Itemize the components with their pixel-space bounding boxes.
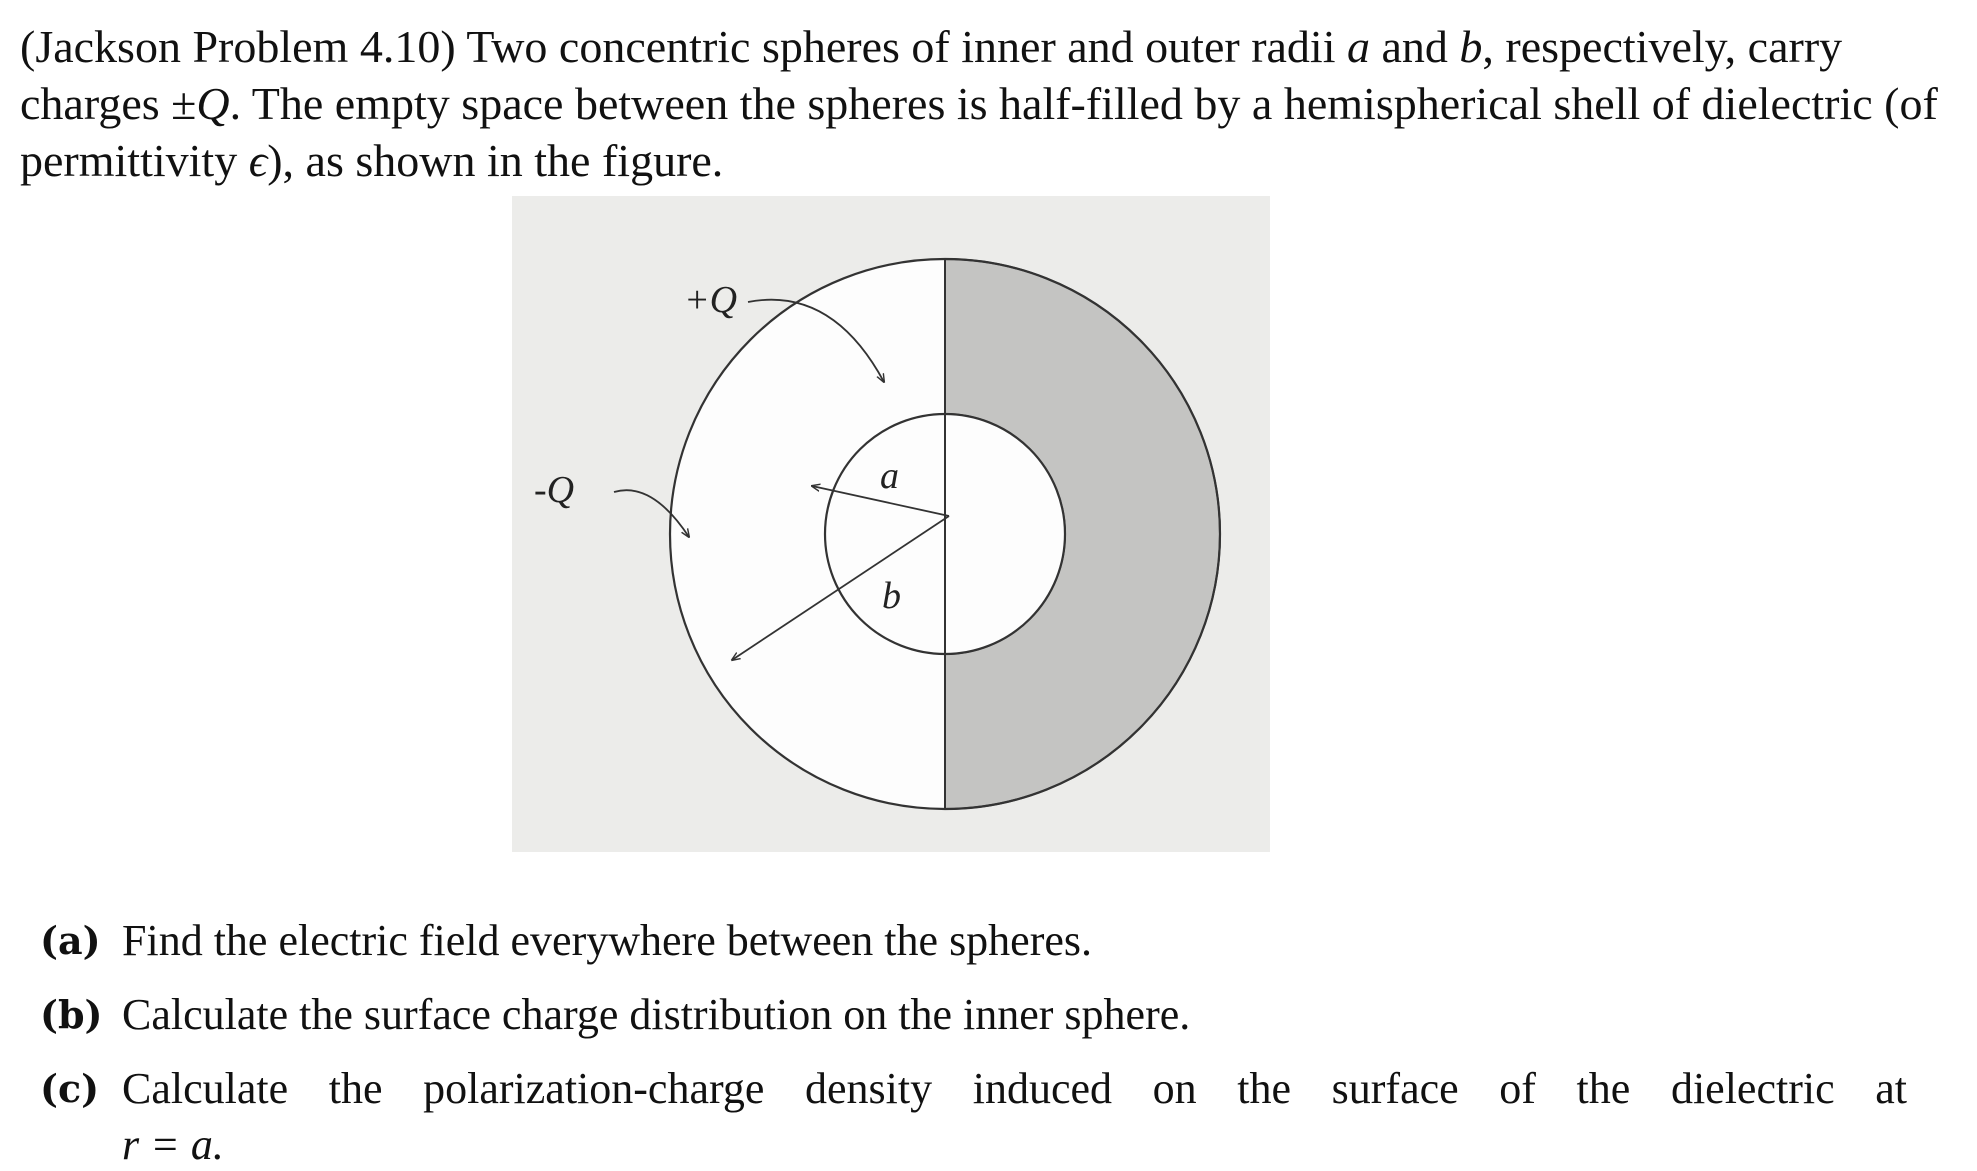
intro-text-4: . The empty space between the spheres is half-filled by a hemispherical shell of dielectric (of permittivity: [20, 78, 1938, 186]
part-c-continuation: r = a.: [122, 1120, 224, 1169]
intro-text-2: and: [1370, 21, 1460, 72]
figure-drawing: [512, 196, 1270, 852]
part-b-text: Calculate the surface charge distribution on the inner sphere.: [122, 990, 1191, 1039]
part-a-text: Find the electric field everywhere between the spheres.: [122, 916, 1093, 965]
problem-statement: [20, 18, 1950, 189]
radius-a-label: a: [880, 455, 899, 497]
part-c-text: Calculate the polarization-charge density induced on the surface of the dielectric at: [122, 1064, 1907, 1113]
part-a-label: (a): [40, 918, 101, 963]
var-b: b: [1459, 21, 1483, 72]
minus-q-label: -Q: [534, 469, 575, 511]
var-q: Q: [196, 78, 230, 129]
concentric-spheres-figure: [512, 196, 1270, 852]
var-epsilon: ϵ: [248, 135, 268, 186]
intro-text-5: ), as shown in the figure.: [267, 135, 724, 186]
intro-text-3: , respectively, carry charges ±: [20, 21, 1843, 129]
var-a: a: [1347, 21, 1370, 72]
plus-q-label: +Q: [684, 279, 738, 321]
radius-b-label: b: [882, 575, 901, 617]
intro-text-1: (Jackson Problem 4.10) Two concentric spheres of inner and outer radii: [20, 21, 1347, 72]
part-b-label: (b): [40, 992, 103, 1037]
part-c-label: (c): [40, 1066, 100, 1111]
